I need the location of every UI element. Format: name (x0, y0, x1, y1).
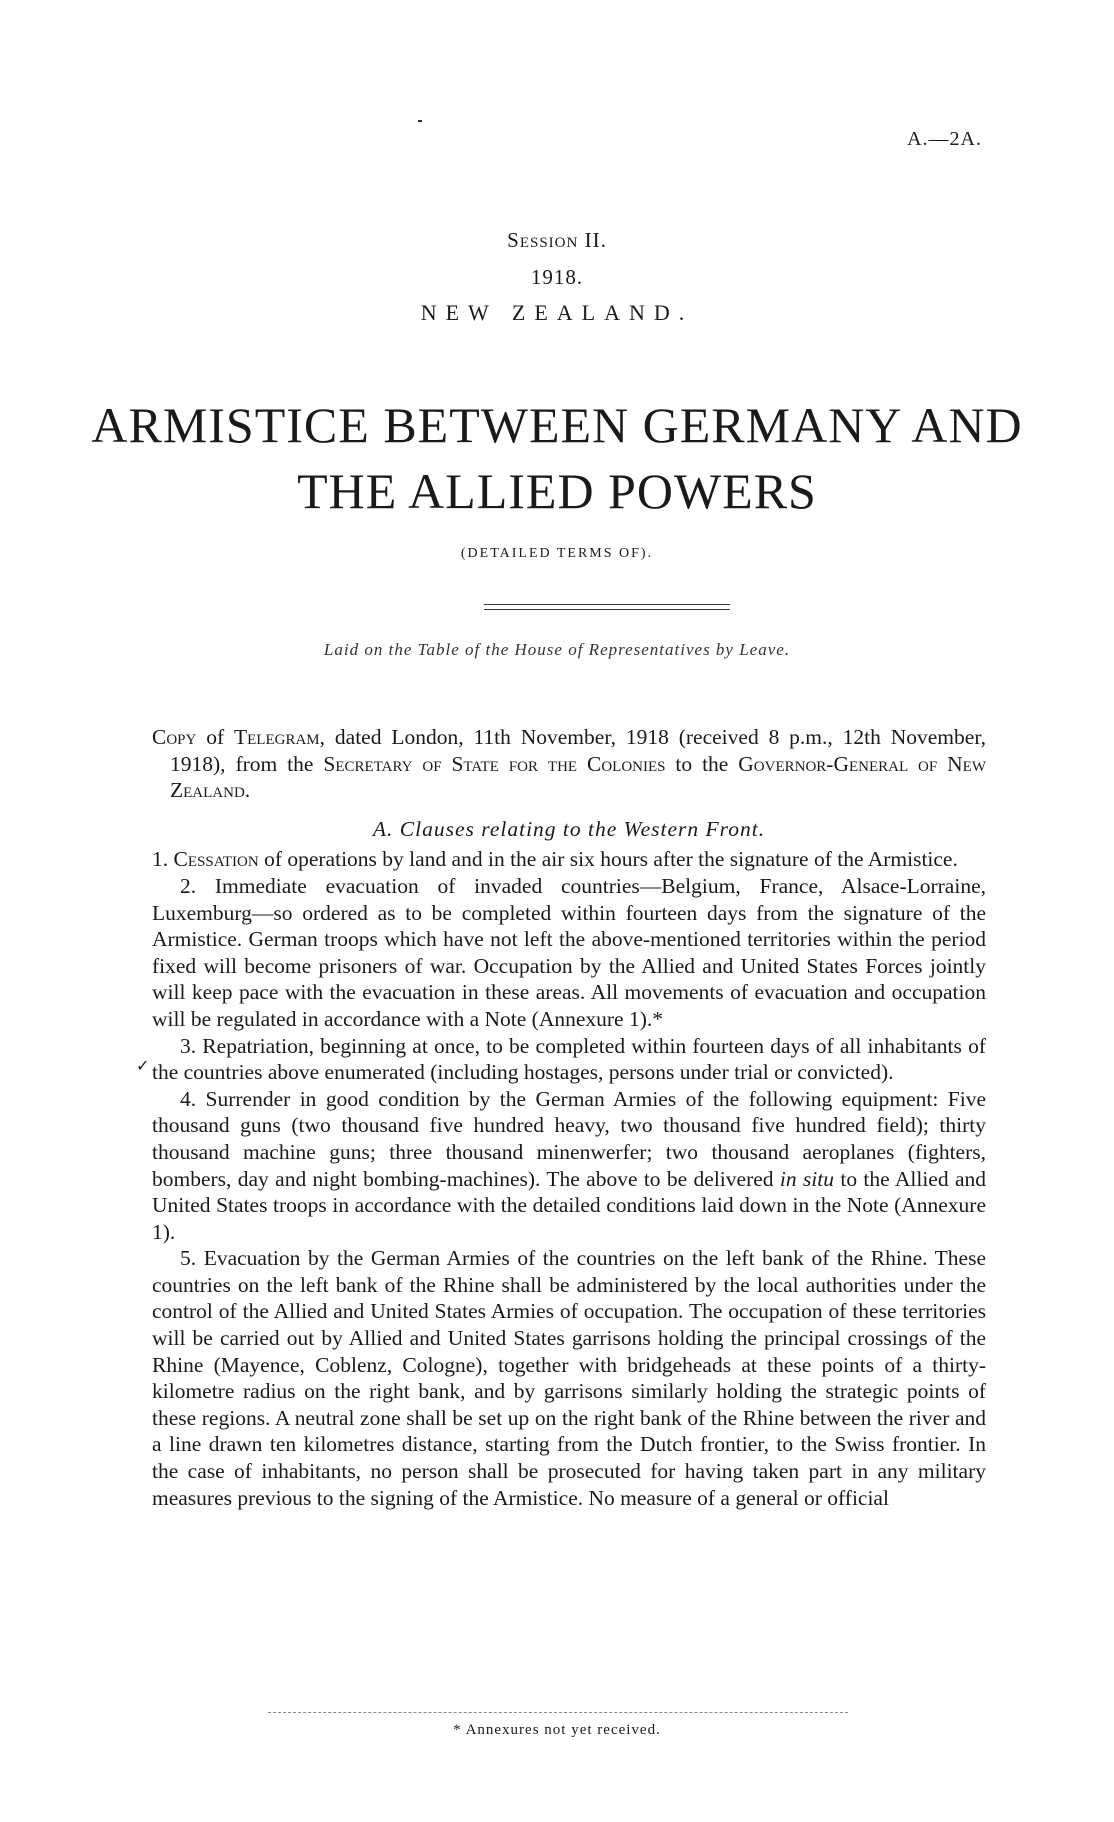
telegram-intro (152, 724, 986, 804)
stray-mark (418, 120, 422, 122)
intro-copy: Copy (152, 725, 197, 749)
clause-4-text-b: to the Allied and United States troops in accordance with the detailed conditions laid down in the Note (Annexure 1). (152, 1166, 986, 1244)
laid-on-table-note: Laid on the Table of the House of Representatives by Leave. (323, 640, 791, 659)
clause-1-lead: Cessation (173, 847, 259, 872)
country-label: NEW ZEALAND. (420, 300, 694, 325)
document-title (0, 392, 1114, 524)
intro-text-1: of (196, 725, 235, 749)
document-subtitle: (DETAILED TERMS OF). (460, 546, 654, 561)
clause-4-text-a: 4. Surrender in good condition by the German Armies of the following equipment: Five thousand guns (two thousand five hundred heavy, two thousand five hundred field); thirty thousand machine guns; three thousand minenwerfer; two thousand aeroplanes (fighters, bombers, day and night bombing-machines). The above to be delivered (152, 1086, 986, 1191)
session-label: Session II. (507, 228, 607, 252)
document-body (152, 724, 986, 1511)
clause-5: 5. Evacuation by the German Armies of the countries on the left bank of the Rhine. These countries on the left bank of the Rhine shall be administered by the local authorities under the control of the Allied and United States Armies of occupation. The occupation of these territories will be carried out by Allied and United States garrisons holding the principal crossings of the Rhine (Mayence, Coblenz, Cologne), together with bridgeheads at these points of a thirty-kilometre radius on the right bank, and by garrisons similarly holding the strategic points of these regions. A neutral zone shall be set up on the right bank of the Rhine between the river and a line drawn ten kilometres distance, starting from the Dutch frontier, to the Swiss frontier. In the case of inhabitants, no person shall be prosecuted for having taken part in any military measures previous to the signing of the Armistice. No measure of a general or official (152, 1246, 986, 1510)
divider-rule-bottom (484, 609, 730, 610)
clause-2: 2. Immediate evacuation of invaded countries—Belgium, France, Alsace-Lorraine, Luxemburg—so ordered as to be completed within fourteen days from the signature of the Armistice. German troops which have not left the above-mentioned territories within the period fixed will become prisoners of war. Occupation by the Allied and United States Forces jointly will keep pace with the evacuation in these areas. All movements of evacuation and occupation will be regulated in accordance with a Note (Annexure 1).* (152, 873, 986, 1031)
section-heading-a: A. Clauses relating to the Western Front. (372, 816, 766, 841)
title-line-1: ARMISTICE BETWEEN GERMANY AND (91, 397, 1023, 453)
intro-telegram: Telegram (234, 725, 320, 749)
footnote-rule (268, 1712, 848, 1713)
intro-text-2: , dated London, 11th November, 1918 (received 8 p.m., 12th November, 1918), from the (170, 725, 986, 776)
paper-reference: A.—2A. (907, 128, 982, 150)
clause-4-italic: in situ (779, 1166, 835, 1191)
year-label: 1918. (530, 265, 584, 289)
intro-recipient: Governor-General of New Zealand (170, 751, 987, 803)
intro-text-3: to the (665, 751, 739, 776)
divider-rule-top (484, 604, 730, 605)
clause-1 (152, 846, 986, 873)
clause-1-text: of operations by land and in the air six hours after the signature of the Armistice. (258, 847, 958, 872)
clause-4 (152, 1086, 986, 1246)
clause-1-number: 1. (152, 847, 174, 872)
intro-sender: Secretary of State for the Colonies (323, 751, 666, 776)
margin-annotation-mark: ✓ (136, 1058, 150, 1075)
footnote: * Annexures not yet received. (453, 1722, 661, 1738)
title-line-2: THE ALLIED POWERS (297, 463, 817, 519)
clause-3: 3. Repatriation, beginning at once, to be completed within fourteen days of all inhabitants of the countries above enumerated (including hostages, persons under trial or convicted). (152, 1033, 986, 1085)
intro-end: . (244, 778, 251, 803)
